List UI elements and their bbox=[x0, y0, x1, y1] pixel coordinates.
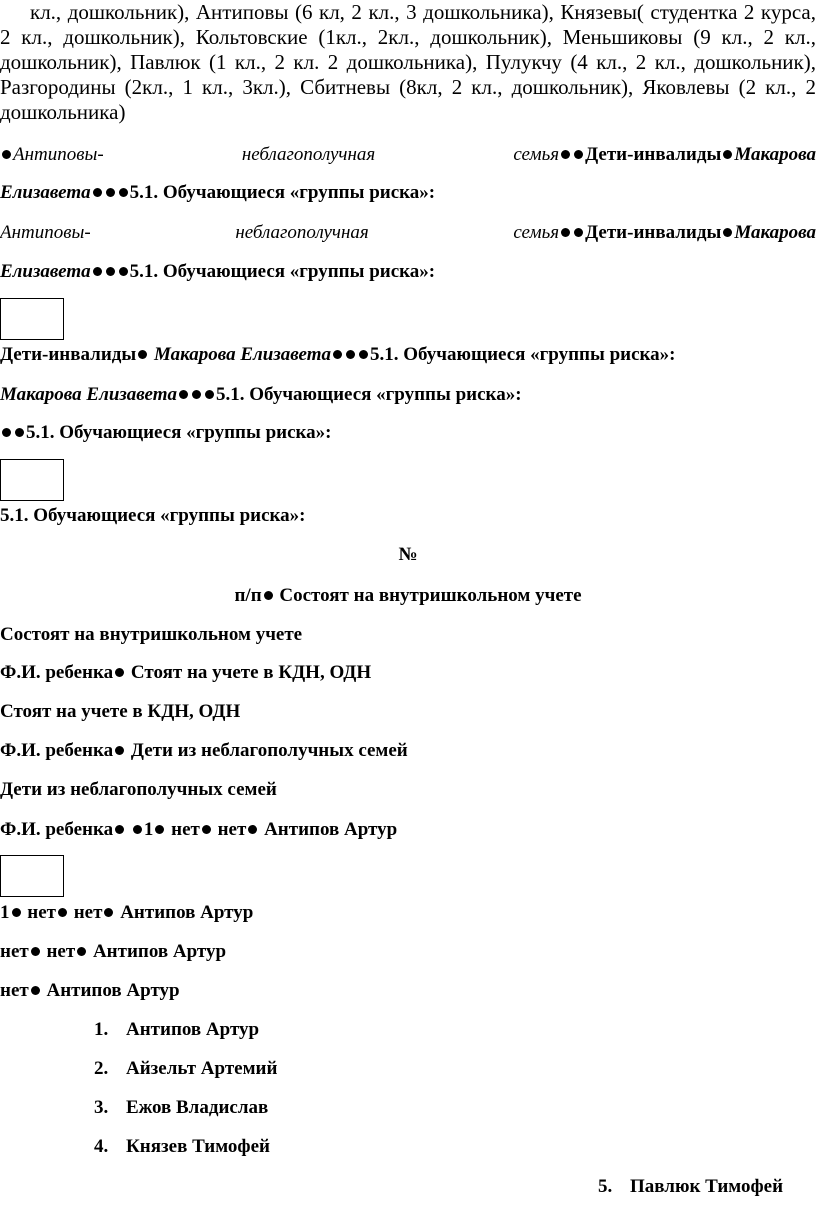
fragment-line-5 bbox=[0, 343, 816, 367]
deti-invalidy-text: Дети-инвалиды bbox=[585, 144, 722, 165]
deti-invalidy-text: Дети-инвалиды bbox=[585, 222, 722, 243]
net-text: нет bbox=[73, 902, 103, 923]
vnutrishk-text: Состоят на внутришкольном учете bbox=[279, 585, 582, 606]
fragment-line-17 bbox=[0, 979, 816, 1003]
fragment-line-7 bbox=[0, 421, 816, 445]
one-text: 1 bbox=[0, 902, 10, 923]
fragment-line-8 bbox=[0, 504, 816, 528]
neblago-text: неблагополучная bbox=[235, 222, 369, 243]
bullet-icon bbox=[574, 150, 583, 159]
fio-text: Ф.И. ребенка bbox=[0, 662, 114, 683]
risk-group-heading: 5.1. Обучающиеся «группы риска»: bbox=[129, 182, 436, 203]
list-name: Айзельт Артемий bbox=[126, 1058, 278, 1079]
list-name: Павлюк Тимофей bbox=[630, 1176, 784, 1197]
antipov-artur-text: Антипов Артур bbox=[120, 902, 254, 923]
bullet-icon bbox=[115, 746, 124, 755]
net-text: нет bbox=[27, 902, 56, 923]
fragment-line-15 bbox=[0, 901, 816, 925]
list-number: 1. bbox=[94, 1019, 109, 1040]
antipovy-text: Антиповы- bbox=[13, 144, 104, 165]
bullet-icon bbox=[155, 825, 164, 834]
bullet-icon bbox=[31, 947, 40, 956]
neblago-families-text: Дети из неблагополучных семей bbox=[130, 740, 408, 761]
bullet-icon bbox=[115, 825, 124, 834]
empty-cell-box bbox=[0, 459, 64, 501]
number-sign-line bbox=[0, 543, 816, 567]
bullet-icon bbox=[561, 228, 570, 237]
list-item bbox=[94, 1096, 268, 1120]
fragment-line-14 bbox=[0, 818, 816, 842]
bullet-icon bbox=[359, 350, 368, 359]
intro-paragraph bbox=[0, 0, 816, 125]
makarova-elizaveta-text: Макарова Елизавета bbox=[153, 344, 331, 365]
fragment-line-3 bbox=[0, 221, 816, 245]
bullet-icon bbox=[333, 350, 342, 359]
bullet-icon bbox=[2, 428, 11, 437]
pp-text: п/п bbox=[234, 585, 262, 606]
net-text: нет bbox=[46, 941, 76, 962]
empty-cell-box bbox=[0, 298, 64, 340]
net-text: нет bbox=[217, 819, 247, 840]
intro-text: кл., дошкольник), Антиповы (6 кл, 2 кл., 3 дошкольника), Князевы( студентка 2 курса, 2 кл., дошкольник), Кольтовские (1кл., 2кл., дошкольник), Меньшиковы (9 кл., 2 кл., дошкольник), Павлюк (1 кл., 2 кл. 2 дошкольника), Пулукчу (4 кл., 2 кл., дошкольник), Разгородины (2кл., 1 кл., 3кл.), Сбитневы (8кл, 2 кл., дошкольник), Яковлевы (2 кл., 2 дошкольника) bbox=[0, 0, 816, 124]
list-item bbox=[94, 1135, 270, 1159]
bullet-icon bbox=[723, 150, 732, 159]
fragment-line-10 bbox=[0, 661, 816, 685]
fragment-line-6 bbox=[0, 383, 816, 407]
fragment-line-11 bbox=[0, 700, 816, 724]
net-text: нет bbox=[0, 980, 29, 1001]
makarova-text: Макарова bbox=[734, 222, 816, 243]
fragment-line-2 bbox=[0, 181, 816, 205]
list-item bbox=[94, 1057, 277, 1081]
bullet-icon bbox=[12, 908, 21, 917]
bullet-icon bbox=[115, 668, 124, 677]
makarova-text: Макарова bbox=[734, 144, 816, 165]
fragment-line-13 bbox=[0, 778, 816, 802]
fragment-line-16 bbox=[0, 940, 816, 964]
list-name: Ежов Владислав bbox=[126, 1097, 269, 1118]
neblago-families-text: Дети из неблагополучных семей bbox=[0, 779, 277, 800]
bullet-icon bbox=[264, 591, 273, 600]
antipov-artur-text: Антипов Артур bbox=[92, 941, 227, 962]
bullet-icon bbox=[106, 267, 115, 276]
kdn-text: Стоят на учете в КДН, ОДН bbox=[130, 662, 372, 683]
risk-group-heading: 5.1. Обучающиеся «группы риска»: bbox=[26, 422, 332, 443]
bullet-icon bbox=[133, 825, 142, 834]
antipov-artur-text: Антипов Артур bbox=[46, 980, 180, 1001]
bullet-icon bbox=[205, 390, 214, 399]
fragment-line-4 bbox=[0, 260, 816, 284]
semya-text: семья bbox=[513, 144, 560, 165]
risk-group-heading: 5.1. Обучающиеся «группы риска»: bbox=[129, 261, 436, 282]
bullet-icon bbox=[77, 947, 86, 956]
list-item bbox=[94, 1018, 259, 1042]
pp-line bbox=[0, 584, 816, 608]
list-item bbox=[598, 1175, 783, 1199]
risk-group-heading: 5.1. Обучающиеся «группы риска»: bbox=[0, 505, 306, 526]
bullet-icon bbox=[2, 150, 11, 159]
antipov-artur-text: Антипов Артур bbox=[264, 819, 398, 840]
makarova-elizaveta-text: Макарова Елизавета bbox=[0, 384, 178, 405]
list-number: 4. bbox=[94, 1136, 109, 1157]
bullet-icon bbox=[723, 228, 732, 237]
fragment-line-1 bbox=[0, 143, 816, 167]
list-name: Князев Тимофей bbox=[126, 1136, 270, 1157]
bullet-icon bbox=[346, 350, 355, 359]
bullet-icon bbox=[192, 390, 201, 399]
list-name: Антипов Артур bbox=[126, 1019, 260, 1040]
bullet-icon bbox=[93, 267, 102, 276]
risk-group-heading: 5.1. Обучающиеся «группы риска»: bbox=[370, 344, 676, 365]
semya-text: семья bbox=[513, 222, 560, 243]
bullet-icon bbox=[574, 228, 583, 237]
fragment-line-9 bbox=[0, 623, 816, 647]
bullet-icon bbox=[138, 350, 147, 359]
bullet-icon bbox=[202, 825, 211, 834]
risk-group-heading: 5.1. Обучающиеся «группы риска»: bbox=[216, 384, 522, 405]
fio-text: Ф.И. ребенка bbox=[0, 819, 114, 840]
number-sign: № bbox=[398, 544, 418, 565]
bullet-icon bbox=[561, 150, 570, 159]
bullet-icon bbox=[119, 267, 128, 276]
list-number: 2. bbox=[94, 1058, 109, 1079]
elizaveta-text: Елизавета bbox=[0, 182, 91, 203]
neblago-text: неблагополучная bbox=[241, 144, 376, 165]
elizaveta-text: Елизавета bbox=[0, 261, 91, 282]
list-number: 5. bbox=[598, 1176, 613, 1197]
kdn-text: Стоят на учете в КДН, ОДН bbox=[0, 701, 241, 722]
bullet-icon bbox=[58, 908, 67, 917]
one-text: 1 bbox=[143, 819, 154, 840]
deti-invalidy-text: Дети-инвалиды bbox=[0, 344, 137, 365]
fragment-line-12 bbox=[0, 739, 816, 763]
fio-text: Ф.И. ребенка bbox=[0, 740, 114, 761]
bullet-icon bbox=[106, 188, 115, 197]
bullet-icon bbox=[104, 908, 113, 917]
bullet-icon bbox=[93, 188, 102, 197]
list-number: 3. bbox=[94, 1097, 109, 1118]
bullet-icon bbox=[31, 986, 40, 995]
antipovy-text: Антиповы- bbox=[0, 222, 91, 243]
net-text: нет bbox=[171, 819, 200, 840]
bullet-icon bbox=[119, 188, 128, 197]
bullet-icon bbox=[248, 825, 257, 834]
bullet-icon bbox=[179, 390, 188, 399]
net-text: нет bbox=[0, 941, 29, 962]
vnutrishk-text: Состоят на внутришкольном учете bbox=[0, 624, 303, 645]
empty-cell-box bbox=[0, 855, 64, 897]
bullet-icon bbox=[15, 428, 24, 437]
